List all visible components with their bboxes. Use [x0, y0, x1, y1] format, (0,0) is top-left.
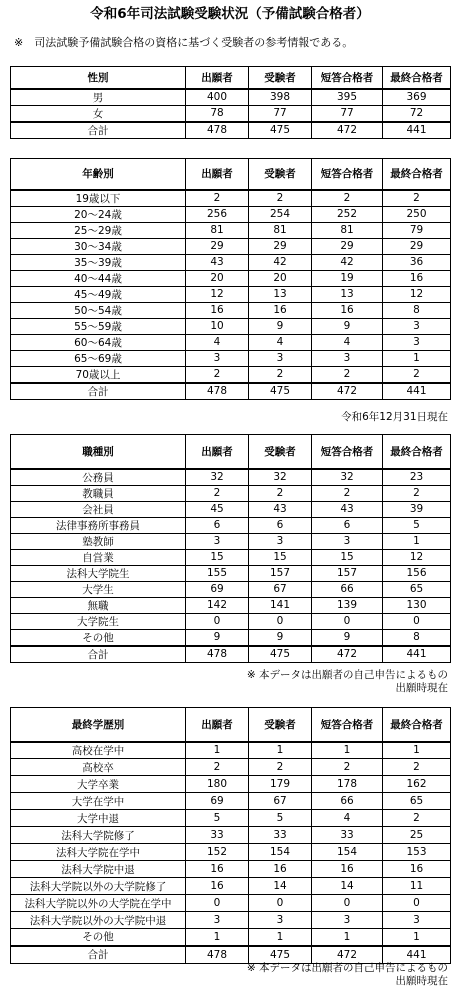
cell-value: 3: [312, 350, 383, 366]
cell-value: 2: [186, 485, 249, 501]
cell-value: 0: [383, 613, 451, 629]
cell-value: 3: [186, 912, 249, 929]
cell-value: 13: [312, 286, 383, 302]
cell-value: 4: [249, 334, 312, 350]
total-value: 478: [186, 946, 249, 964]
row-label: 無職: [11, 597, 186, 613]
cell-value: 3: [312, 912, 383, 929]
footnote-education: [247, 962, 448, 988]
cell-value: 43: [249, 501, 312, 517]
cell-value: 5: [186, 810, 249, 827]
table-row: [11, 206, 451, 222]
row-label: 教職員: [11, 485, 186, 501]
cell-value: 29: [186, 238, 249, 254]
cell-value: 13: [249, 286, 312, 302]
table-row: [11, 776, 451, 793]
table-row: [11, 581, 451, 597]
cell-value: 8: [383, 629, 451, 646]
cell-value: 1: [186, 929, 249, 946]
cell-value: 16: [186, 861, 249, 878]
cell-value: 2: [383, 810, 451, 827]
row-label: 男: [11, 89, 186, 106]
total-label: 合計: [11, 383, 186, 400]
cell-value: 20: [186, 270, 249, 286]
cell-value: 43: [186, 254, 249, 270]
page-title: 令和6年司法試験受験状況（予備試験合格者）: [90, 6, 370, 22]
cell-value: 2: [312, 366, 383, 383]
cell-value: 33: [249, 827, 312, 844]
row-label: 法科大学院在学中: [11, 844, 186, 861]
category-header: 職種別: [11, 435, 186, 469]
cell-value: 1: [383, 742, 451, 759]
cell-value: 32: [249, 469, 312, 486]
total-value: 472: [312, 122, 383, 139]
cell-value: 3: [249, 350, 312, 366]
table-row: [11, 469, 451, 486]
cell-value: 1: [249, 742, 312, 759]
column-header: 短答合格者: [312, 67, 383, 89]
total-value: 441: [383, 383, 451, 400]
cell-value: 33: [312, 827, 383, 844]
row-label: 法科大学院以外の大学院中退: [11, 912, 186, 929]
cell-value: 0: [186, 895, 249, 912]
column-header: 短答合格者: [312, 708, 383, 742]
row-label: 25～29歳: [11, 222, 186, 238]
cell-value: 178: [312, 776, 383, 793]
column-header: 受験者: [249, 708, 312, 742]
row-label: 法科大学院中退: [11, 861, 186, 878]
table-row: [11, 501, 451, 517]
table-row: [11, 254, 451, 270]
cell-value: 72: [383, 105, 451, 122]
cell-value: 42: [312, 254, 383, 270]
cell-value: 66: [312, 581, 383, 597]
table-row: [11, 827, 451, 844]
column-header: 出願者: [186, 159, 249, 190]
table-row: [11, 105, 451, 122]
cell-value: 8: [383, 302, 451, 318]
table-row: [11, 485, 451, 501]
table-header-row: [11, 67, 451, 89]
total-value: 478: [186, 383, 249, 400]
cell-value: 1: [383, 350, 451, 366]
cell-value: 77: [312, 105, 383, 122]
total-label: 合計: [11, 946, 186, 964]
cell-value: 36: [383, 254, 451, 270]
cell-value: 154: [312, 844, 383, 861]
table-row: [11, 222, 451, 238]
table-row: [11, 190, 451, 207]
cell-value: 23: [383, 469, 451, 486]
table-row: [11, 366, 451, 383]
table-row: [11, 629, 451, 646]
table-row: [11, 302, 451, 318]
cell-value: 157: [249, 565, 312, 581]
total-value: 475: [249, 383, 312, 400]
cell-value: 3: [186, 350, 249, 366]
cell-value: 0: [312, 613, 383, 629]
cell-value: 69: [186, 793, 249, 810]
cell-value: 12: [383, 286, 451, 302]
row-label: 法科大学院修了: [11, 827, 186, 844]
cell-value: 0: [249, 613, 312, 629]
reference-note: ※ 司法試験予備試験合格の資格に基づく受験者の参考情報である。: [14, 36, 354, 49]
cell-value: 395: [312, 89, 383, 106]
cell-value: 2: [249, 485, 312, 501]
row-label: 30～34歳: [11, 238, 186, 254]
cell-value: 9: [249, 629, 312, 646]
table-row: [11, 844, 451, 861]
cell-value: 3: [249, 912, 312, 929]
category-header: 年齢別: [11, 159, 186, 190]
cell-value: 16: [249, 861, 312, 878]
row-label: 大学生: [11, 581, 186, 597]
cell-value: 3: [186, 533, 249, 549]
row-label: 40～44歳: [11, 270, 186, 286]
table-row: [11, 597, 451, 613]
cell-value: 130: [383, 597, 451, 613]
cell-value: 32: [312, 469, 383, 486]
cell-value: 29: [383, 238, 451, 254]
cell-value: 2: [312, 759, 383, 776]
cell-value: 3: [383, 318, 451, 334]
cell-value: 39: [383, 501, 451, 517]
cell-value: 4: [312, 334, 383, 350]
cell-value: 5: [249, 810, 312, 827]
cell-value: 16: [312, 861, 383, 878]
footnote-line: 出願時現在: [395, 975, 448, 987]
total-value: 472: [312, 646, 383, 663]
row-label: 法科大学院生: [11, 565, 186, 581]
cell-value: 2: [249, 759, 312, 776]
table-row: [11, 533, 451, 549]
total-label: 合計: [11, 646, 186, 663]
table-row: [11, 912, 451, 929]
cell-value: 369: [383, 89, 451, 106]
table-row: [11, 270, 451, 286]
column-header: 最終合格者: [383, 159, 451, 190]
cell-value: 2: [249, 190, 312, 207]
cell-value: 16: [383, 270, 451, 286]
cell-value: 252: [312, 206, 383, 222]
cell-value: 1: [249, 929, 312, 946]
cell-value: 9: [249, 318, 312, 334]
row-label: 高校卒: [11, 759, 186, 776]
table-row: [11, 895, 451, 912]
cell-value: 69: [186, 581, 249, 597]
table-row: [11, 318, 451, 334]
cell-value: 16: [249, 302, 312, 318]
cell-value: 16: [383, 861, 451, 878]
cell-value: 2: [249, 366, 312, 383]
cell-value: 29: [249, 238, 312, 254]
cell-value: 3: [312, 533, 383, 549]
column-header: 最終合格者: [383, 708, 451, 742]
row-label: その他: [11, 929, 186, 946]
cell-value: 1: [312, 929, 383, 946]
category-header: 最終学歴別: [11, 708, 186, 742]
cell-value: 16: [312, 302, 383, 318]
row-label: 60～64歳: [11, 334, 186, 350]
cell-value: 81: [312, 222, 383, 238]
table-education: [10, 707, 451, 964]
table-row: [11, 929, 451, 946]
cell-value: 16: [186, 302, 249, 318]
cell-value: 3: [383, 334, 451, 350]
row-label: 法律事務所事務員: [11, 517, 186, 533]
table-row: [11, 742, 451, 759]
cell-value: 14: [312, 878, 383, 895]
table-row: [11, 89, 451, 106]
cell-value: 11: [383, 878, 451, 895]
cell-value: 2: [186, 366, 249, 383]
row-label: 塾教師: [11, 533, 186, 549]
row-label: 35～39歳: [11, 254, 186, 270]
table-row: [11, 861, 451, 878]
table-row: [11, 286, 451, 302]
row-label: 大学中退: [11, 810, 186, 827]
cell-value: 15: [312, 549, 383, 565]
cell-value: 33: [186, 827, 249, 844]
cell-value: 77: [249, 105, 312, 122]
footnote-line: 令和6年12月31日現在: [341, 411, 448, 423]
total-row: [11, 122, 451, 139]
cell-value: 67: [249, 793, 312, 810]
cell-value: 180: [186, 776, 249, 793]
table-header-row: [11, 435, 451, 469]
table-row: [11, 878, 451, 895]
column-header: 短答合格者: [312, 159, 383, 190]
cell-value: 5: [383, 517, 451, 533]
row-label: 高校在学中: [11, 742, 186, 759]
table-age: [10, 158, 451, 400]
cell-value: 256: [186, 206, 249, 222]
cell-value: 9: [312, 318, 383, 334]
cell-value: 3: [383, 912, 451, 929]
row-label: 法科大学院以外の大学院修了: [11, 878, 186, 895]
cell-value: 153: [383, 844, 451, 861]
column-header: 出願者: [186, 67, 249, 89]
cell-value: 3: [249, 533, 312, 549]
footnote-age: [341, 411, 448, 424]
cell-value: 156: [383, 565, 451, 581]
cell-value: 1: [312, 742, 383, 759]
cell-value: 2: [383, 366, 451, 383]
cell-value: 1: [186, 742, 249, 759]
cell-value: 400: [186, 89, 249, 106]
cell-value: 10: [186, 318, 249, 334]
cell-value: 9: [186, 629, 249, 646]
cell-value: 162: [383, 776, 451, 793]
cell-value: 25: [383, 827, 451, 844]
cell-value: 0: [383, 895, 451, 912]
total-value: 441: [383, 646, 451, 663]
cell-value: 6: [249, 517, 312, 533]
column-header: 最終合格者: [383, 435, 451, 469]
cell-value: 32: [186, 469, 249, 486]
cell-value: 45: [186, 501, 249, 517]
row-label: 20～24歳: [11, 206, 186, 222]
row-label: 65～69歳: [11, 350, 186, 366]
cell-value: 67: [249, 581, 312, 597]
row-label: その他: [11, 629, 186, 646]
row-label: 女: [11, 105, 186, 122]
cell-value: 66: [312, 793, 383, 810]
total-value: 472: [312, 383, 383, 400]
cell-value: 4: [186, 334, 249, 350]
cell-value: 79: [383, 222, 451, 238]
row-label: 19歳以下: [11, 190, 186, 207]
column-header: 最終合格者: [383, 67, 451, 89]
cell-value: 4: [312, 810, 383, 827]
table-row: [11, 759, 451, 776]
cell-value: 2: [383, 190, 451, 207]
footnote-line: ※ 本データは出願者の自己申告によるもの: [246, 962, 448, 974]
column-header: 出願者: [186, 708, 249, 742]
cell-value: 19: [312, 270, 383, 286]
footnote-line: 出願時現在: [395, 682, 448, 694]
table-row: [11, 793, 451, 810]
column-header: 短答合格者: [312, 435, 383, 469]
row-label: 大学卒業: [11, 776, 186, 793]
cell-value: 141: [249, 597, 312, 613]
category-header: 性別: [11, 67, 186, 89]
table-row: [11, 549, 451, 565]
column-header: 受験者: [249, 67, 312, 89]
cell-value: 250: [383, 206, 451, 222]
row-label: 70歳以上: [11, 366, 186, 383]
table-row: [11, 613, 451, 629]
cell-value: 2: [312, 190, 383, 207]
table-row: [11, 334, 451, 350]
cell-value: 42: [249, 254, 312, 270]
total-value: 478: [186, 122, 249, 139]
table-row: [11, 810, 451, 827]
cell-value: 81: [186, 222, 249, 238]
cell-value: 12: [383, 549, 451, 565]
cell-value: 2: [383, 759, 451, 776]
cell-value: 139: [312, 597, 383, 613]
column-header: 出願者: [186, 435, 249, 469]
cell-value: 2: [312, 485, 383, 501]
row-label: 法科大学院以外の大学院在学中: [11, 895, 186, 912]
table-row: [11, 565, 451, 581]
cell-value: 12: [186, 286, 249, 302]
cell-value: 0: [186, 613, 249, 629]
cell-value: 20: [249, 270, 312, 286]
total-value: 475: [249, 646, 312, 663]
total-value: 475: [249, 946, 312, 964]
cell-value: 2: [383, 485, 451, 501]
cell-value: 398: [249, 89, 312, 106]
cell-value: 1: [383, 533, 451, 549]
cell-value: 254: [249, 206, 312, 222]
total-value: 441: [383, 122, 451, 139]
total-row: [11, 383, 451, 400]
table-row: [11, 350, 451, 366]
cell-value: 9: [312, 629, 383, 646]
total-row: [11, 946, 451, 964]
cell-value: 81: [249, 222, 312, 238]
cell-value: 65: [383, 581, 451, 597]
table-gender: [10, 66, 451, 139]
cell-value: 65: [383, 793, 451, 810]
row-label: 自営業: [11, 549, 186, 565]
cell-value: 6: [186, 517, 249, 533]
table-header-row: [11, 708, 451, 742]
table-occupation: [10, 434, 451, 663]
cell-value: 43: [312, 501, 383, 517]
table-header-row: [11, 159, 451, 190]
cell-value: 29: [312, 238, 383, 254]
footnote-occupation: [247, 669, 448, 695]
cell-value: 2: [186, 759, 249, 776]
cell-value: 2: [186, 190, 249, 207]
total-label: 合計: [11, 122, 186, 139]
cell-value: 15: [186, 549, 249, 565]
column-header: 受験者: [249, 159, 312, 190]
cell-value: 14: [249, 878, 312, 895]
row-label: 55～59歳: [11, 318, 186, 334]
cell-value: 179: [249, 776, 312, 793]
cell-value: 155: [186, 565, 249, 581]
cell-value: 154: [249, 844, 312, 861]
cell-value: 6: [312, 517, 383, 533]
cell-value: 0: [249, 895, 312, 912]
row-label: 公務員: [11, 469, 186, 486]
row-label: 大学院生: [11, 613, 186, 629]
table-row: [11, 238, 451, 254]
cell-value: 78: [186, 105, 249, 122]
table-row: [11, 517, 451, 533]
total-value: 478: [186, 646, 249, 663]
cell-value: 157: [312, 565, 383, 581]
cell-value: 142: [186, 597, 249, 613]
cell-value: 15: [249, 549, 312, 565]
row-label: 45～49歳: [11, 286, 186, 302]
cell-value: 0: [312, 895, 383, 912]
total-value: 472: [312, 946, 383, 964]
total-value: 441: [383, 946, 451, 964]
row-label: 50～54歳: [11, 302, 186, 318]
row-label: 大学在学中: [11, 793, 186, 810]
cell-value: 1: [383, 929, 451, 946]
cell-value: 16: [186, 878, 249, 895]
total-row: [11, 646, 451, 663]
cell-value: 152: [186, 844, 249, 861]
column-header: 受験者: [249, 435, 312, 469]
row-label: 会社員: [11, 501, 186, 517]
footnote-line: ※ 本データは出願者の自己申告によるもの: [246, 669, 448, 681]
total-value: 475: [249, 122, 312, 139]
